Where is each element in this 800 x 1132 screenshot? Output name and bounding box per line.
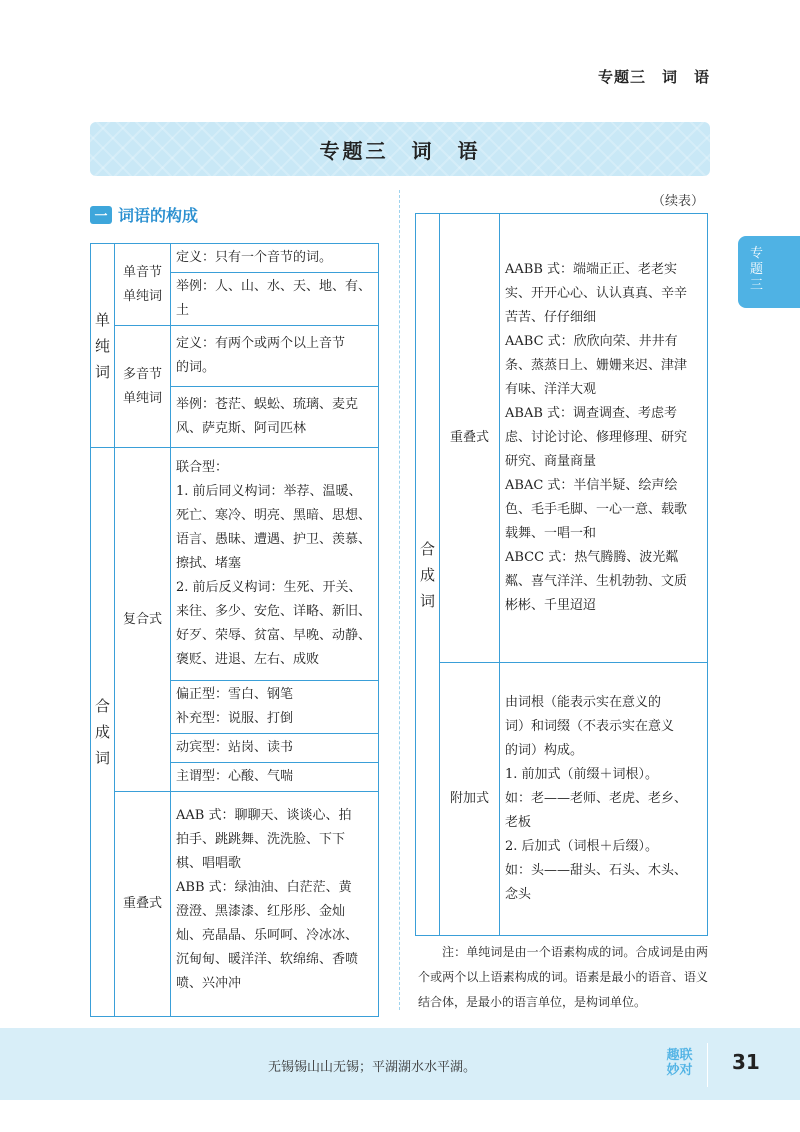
continued-label: （续表） — [652, 194, 705, 209]
section-title: 词语的构成 — [118, 206, 199, 225]
example-text: 举例：苍茫、蜈蚣、琉璃、麦克 风、萨克斯、阿司匹林 — [176, 397, 359, 436]
pianzheng-block: 偏正型：雪白、钢笔 补充型：说服、打倒 — [171, 681, 378, 734]
title-banner — [90, 122, 710, 176]
content-cell — [171, 448, 379, 792]
category-dan-yinjie: 单音节 单纯词 — [115, 244, 171, 326]
running-header: 专题三 词 语 — [597, 68, 710, 86]
table-row — [91, 326, 379, 448]
footer-badge-line: 妙对 — [666, 1063, 693, 1078]
category-chongdieshi: 重叠式 — [440, 214, 500, 663]
category-duo-yinjie: 多音节 单纯词 — [115, 326, 171, 448]
group-label-hechengci: 合 成 词 — [416, 214, 440, 936]
table-row — [91, 244, 379, 326]
section-heading — [90, 203, 198, 226]
footer-couplet: 无锡锡山山无锡；平湖湖水水平湖。 — [268, 1060, 477, 1075]
content-cell — [171, 244, 379, 326]
chapter-side-tab — [738, 236, 800, 308]
column-divider — [399, 190, 400, 1010]
chongdie-content: AABB 式：端端正正、老老实 实、开开心心、认认真真、辛辛 苦苦、仔仔细细 AABC 式：欣欣向荣、井井有 条、蒸蒸日上、姗姗来迟、津津 有味、洋洋大观 ABAB 式：调查调查、考虑考 虑、讨论讨论、修理修理、研究 研究、商量商量 ABAC 式：半信半疑、绘声绘 色、毛手毛脚、一心一意、载歌 载舞、一唱一和 ABCC 式：热气腾腾、波光粼 粼、喜气洋洋、生机勃勃、文质 彬彬、千里迢迢 — [500, 214, 708, 663]
page-number: 31 — [732, 1050, 760, 1074]
category-chongdieshi: 重叠式 — [115, 792, 171, 1017]
table-row — [91, 792, 379, 1017]
footer-badge-line: 趣联 — [666, 1048, 693, 1063]
footnote: 注：单纯词是由一个语素构成的词。合成词是由两个或两个以上语素构成的词。语素是最小的语音、语义结合体，是最小的语言单位，是构词单位。 — [418, 945, 708, 1009]
group-label-danchunci: 单 纯 词 — [91, 244, 115, 448]
definition-text: 定义：只有一个音节的词。 — [171, 244, 378, 273]
section-number-badge: 一 — [90, 206, 112, 224]
fujia-content: 由词根（能表示实在意义的 词）和词缀（不表示实在意义 的词）构成。 1. 前加式（前缀＋词根）。 如：老——老师、老虎、老乡、 老板 2. 后加式（词根＋后缀）。 如：头——甜头、石头、木头、 念头 — [500, 663, 708, 936]
group-label-hechengci: 合 成 词 — [91, 448, 115, 1017]
side-tab-char: 专 — [750, 246, 764, 261]
word-formation-table — [90, 243, 379, 1017]
content-cell — [171, 326, 379, 448]
lianhe-block: 联合型： 1. 前后同义构词：举荐、温暖、 死亡、寒冷、明亮、黑暗、思想、 语言、愚昧、遭遇、护卫、羡慕、 擦拭、堵塞 2. 前后反义构词：生死、开关、 来往、多少、安危、详略、新旧、 好歹、荣辱、贫富、早晚、动静、 褒贬、进退、左右、成败 — [171, 448, 378, 681]
table-row — [91, 448, 379, 792]
chongdie-content: AAB 式：聊聊天、谈谈心、拍 拍手、跳跳舞、洗洗脸、下下 棋、唱唱歌 ABB 式：绿油油、白茫茫、黄 澄澄、黑漆漆、红彤彤、金灿 灿、亮晶晶、乐呵呵、冷冰冰、 沉甸甸、暖洋洋、软绵绵、香喷 喷、兴冲冲 — [171, 792, 379, 1017]
table-row — [416, 663, 708, 936]
side-tab-char: 题 — [750, 262, 764, 277]
footer-badge — [652, 1043, 708, 1087]
category-fuheshi: 复合式 — [115, 448, 171, 792]
side-tab-char: 三 — [750, 278, 764, 293]
category-fujiashi: 附加式 — [440, 663, 500, 936]
example-text: 举例：人、山、水、天、地、有、土 — [176, 279, 372, 318]
zhuwei-text: 主谓型：心酸、气喘 — [176, 769, 294, 784]
definition-text: 定义：有两个或两个以上音节 的词。 — [171, 326, 378, 387]
table-row — [416, 214, 708, 663]
page-title: 专题三 词 语 — [319, 138, 481, 163]
dongbin-text: 动宾型：站岗、读书 — [171, 734, 378, 763]
word-formation-table-continued — [415, 213, 708, 936]
